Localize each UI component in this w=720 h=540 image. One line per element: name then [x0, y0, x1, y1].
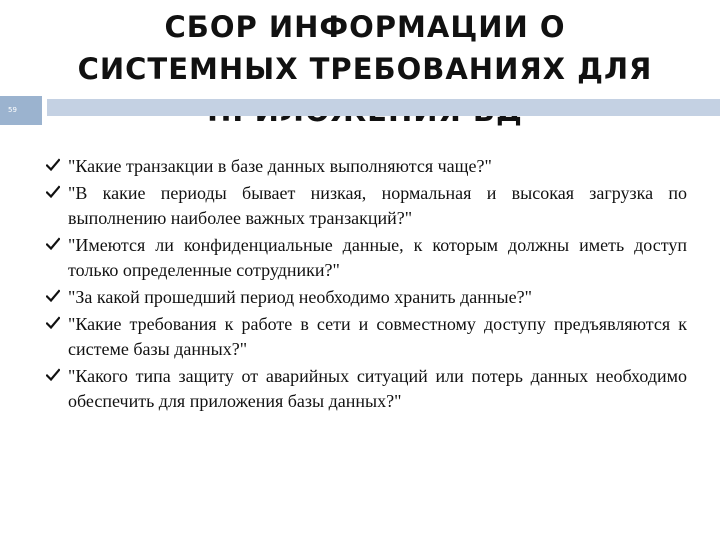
bullet-text: "Какие требования к работе в сети и совместному доступу предъявляются к системе базы данных?" [68, 314, 687, 359]
bullet-text: "Какого типа защиту от аварийных ситуаций или потерь данных необходимо обеспечить для приложения базы данных?" [68, 366, 687, 411]
title-line-1: СБОР ИНФОРМАЦИИ О [164, 10, 566, 44]
title-divider-bar [47, 99, 720, 116]
bullet-text: "В какие периоды бывает низкая, нормальная и высокая загрузка по выполнению наиболее важных транзакций?" [68, 183, 687, 228]
bullet-item [44, 233, 687, 283]
bullet-item [44, 364, 687, 414]
page-number-badge: 59 [0, 96, 42, 125]
bullet-item [44, 312, 687, 362]
checkmark-icon [46, 368, 60, 382]
checkmark-icon [46, 316, 60, 330]
bullet-text: "Какие транзакции в базе данных выполняются чаще?" [68, 156, 492, 176]
bullet-item [44, 285, 687, 310]
checkmark-icon [46, 185, 60, 199]
checkmark-icon [46, 289, 60, 303]
bullet-text: "Имеются ли конфиденциальные данные, к которым должны иметь доступ только определенные сотрудники?" [68, 235, 687, 280]
checkmark-icon [46, 237, 60, 251]
bullet-item [44, 181, 687, 231]
bullet-item [44, 154, 687, 179]
bullet-list [44, 154, 687, 414]
bullet-text: "За какой прошедший период необходимо хранить данные?" [68, 287, 532, 307]
checkmark-icon [46, 158, 60, 172]
title-line-2: СИСТЕМНЫХ ТРЕБОВАНИЯХ ДЛЯ [77, 52, 653, 86]
